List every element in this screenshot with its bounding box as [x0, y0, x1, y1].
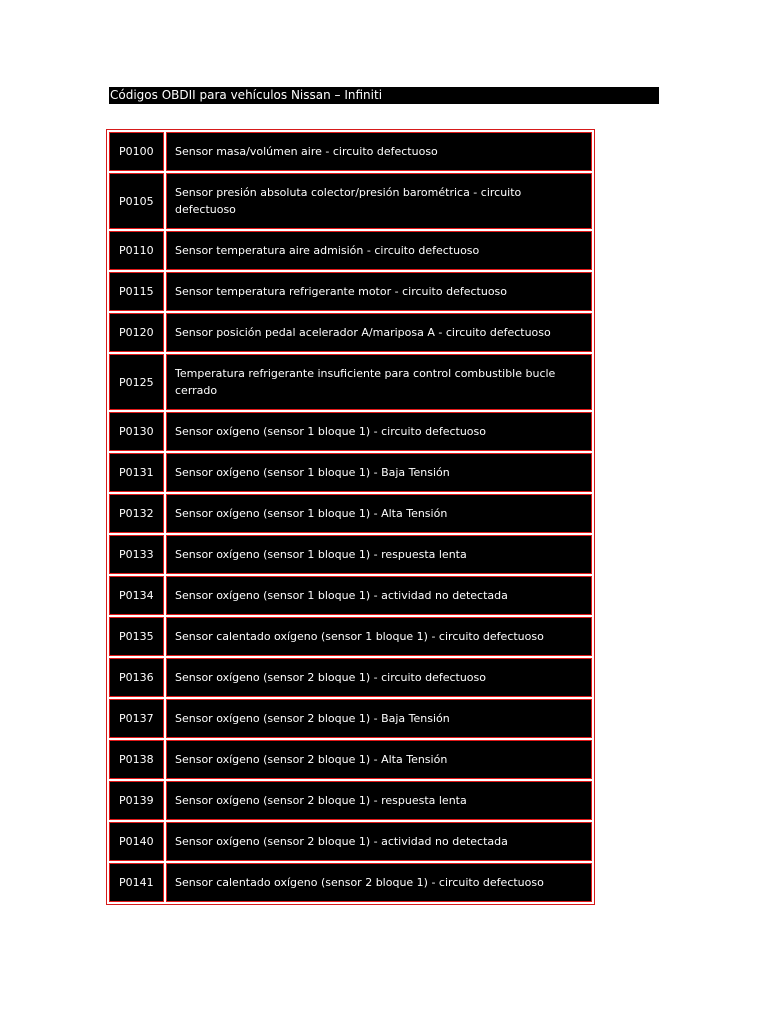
- table-row: [109, 535, 592, 574]
- code-cell: P0141: [109, 863, 164, 902]
- description-cell: Sensor oxígeno (sensor 2 bloque 1) - circuito defectuoso: [166, 658, 592, 697]
- code-cell: P0130: [109, 412, 164, 451]
- document-title: Códigos OBDII para vehículos Nissan – Infiniti: [109, 87, 659, 104]
- table-row: [109, 617, 592, 656]
- table-row: [109, 231, 592, 270]
- code-cell: P0138: [109, 740, 164, 779]
- description-cell: Temperatura refrigerante insuficiente para control combustible bucle cerrado: [166, 354, 592, 410]
- description-cell: Sensor masa/volúmen aire - circuito defectuoso: [166, 132, 592, 171]
- description-cell: Sensor oxígeno (sensor 1 bloque 1) - actividad no detectada: [166, 576, 592, 615]
- description-cell: Sensor temperatura aire admisión - circuito defectuoso: [166, 231, 592, 270]
- table-row: [109, 740, 592, 779]
- description-cell: Sensor oxígeno (sensor 1 bloque 1) - Alta Tensión: [166, 494, 592, 533]
- code-cell: P0115: [109, 272, 164, 311]
- description-cell: Sensor oxígeno (sensor 1 bloque 1) - circuito defectuoso: [166, 412, 592, 451]
- code-cell: P0134: [109, 576, 164, 615]
- code-cell: P0139: [109, 781, 164, 820]
- description-cell: Sensor calentado oxígeno (sensor 1 bloque 1) - circuito defectuoso: [166, 617, 592, 656]
- code-cell: P0132: [109, 494, 164, 533]
- code-cell: P0125: [109, 354, 164, 410]
- description-cell: Sensor oxígeno (sensor 2 bloque 1) - Alta Tensión: [166, 740, 592, 779]
- description-cell: Sensor posición pedal acelerador A/mariposa A - circuito defectuoso: [166, 313, 592, 352]
- obd-codes-table: [106, 129, 595, 905]
- description-cell: Sensor presión absoluta colector/presión barométrica - circuito defectuoso: [166, 173, 592, 229]
- code-cell: P0136: [109, 658, 164, 697]
- description-cell: Sensor oxígeno (sensor 2 bloque 1) - Baja Tensión: [166, 699, 592, 738]
- table-row: [109, 699, 592, 738]
- table-row: [109, 576, 592, 615]
- table-row: [109, 412, 592, 451]
- table-row: [109, 781, 592, 820]
- description-cell: Sensor calentado oxígeno (sensor 2 bloque 1) - circuito defectuoso: [166, 863, 592, 902]
- table-row: [109, 658, 592, 697]
- table-row: [109, 453, 592, 492]
- table-row: [109, 173, 592, 229]
- code-cell: P0131: [109, 453, 164, 492]
- table-row: [109, 822, 592, 861]
- description-cell: Sensor oxígeno (sensor 2 bloque 1) - actividad no detectada: [166, 822, 592, 861]
- code-cell: P0100: [109, 132, 164, 171]
- description-cell: Sensor oxígeno (sensor 1 bloque 1) - respuesta lenta: [166, 535, 592, 574]
- code-cell: P0135: [109, 617, 164, 656]
- table-row: [109, 863, 592, 902]
- table-row: [109, 494, 592, 533]
- table-row: [109, 272, 592, 311]
- code-cell: P0120: [109, 313, 164, 352]
- description-cell: Sensor oxígeno (sensor 2 bloque 1) - respuesta lenta: [166, 781, 592, 820]
- code-cell: P0105: [109, 173, 164, 229]
- description-cell: Sensor temperatura refrigerante motor - circuito defectuoso: [166, 272, 592, 311]
- code-cell: P0110: [109, 231, 164, 270]
- obd-codes-table-body: [109, 132, 592, 902]
- table-row: [109, 354, 592, 410]
- table-row: [109, 313, 592, 352]
- description-cell: Sensor oxígeno (sensor 1 bloque 1) - Baja Tensión: [166, 453, 592, 492]
- code-cell: P0137: [109, 699, 164, 738]
- table-row: [109, 132, 592, 171]
- code-cell: P0133: [109, 535, 164, 574]
- code-cell: P0140: [109, 822, 164, 861]
